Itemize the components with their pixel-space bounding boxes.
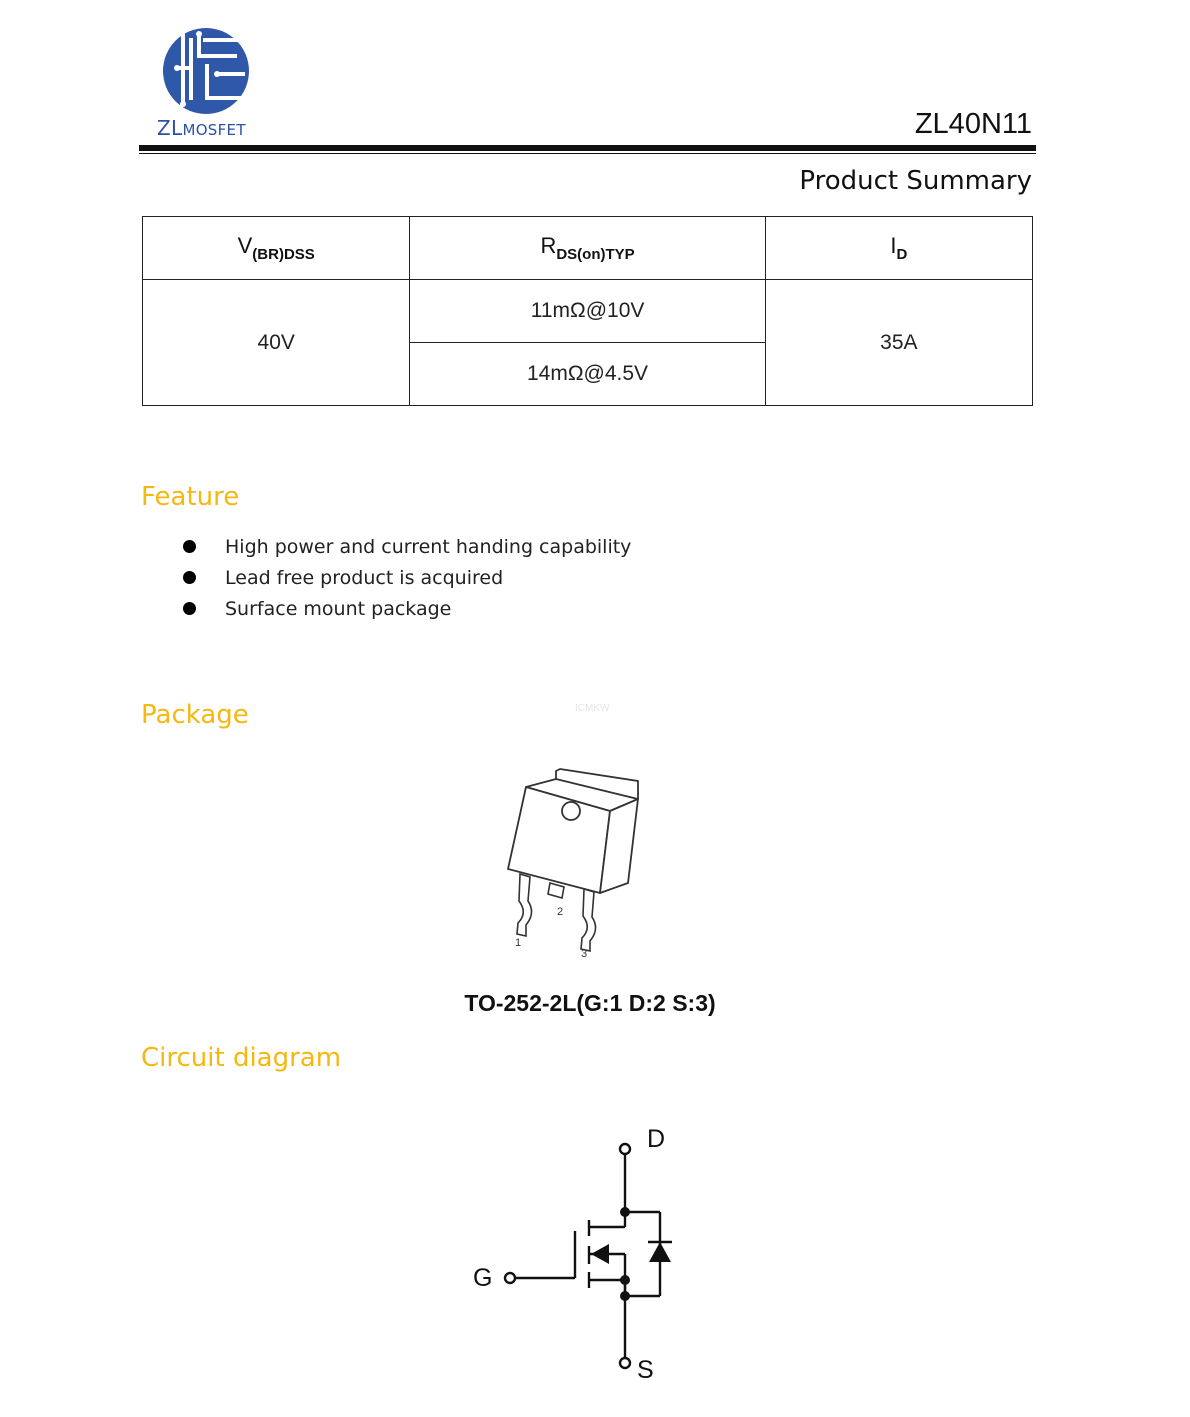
feature-list: [183, 531, 631, 624]
cell-vbrdss: 40V: [143, 280, 410, 406]
cell-id: 35A: [765, 280, 1032, 406]
header-id: $I_D$: [765, 217, 1032, 280]
package-title: Package: [141, 700, 249, 730]
package-caption: TO-252-2L(G:1 D:2 S:3): [464, 990, 716, 1016]
list-item: Lead free product is acquired: [183, 562, 631, 593]
header-rule-thick: [139, 145, 1036, 151]
pin-label-3: 3: [581, 948, 588, 960]
gate-label: G: [473, 1264, 493, 1292]
circuit-title: Circuit diagram: [141, 1043, 342, 1073]
cell-rdson-4v5: 14mΩ@4.5V: [410, 343, 765, 406]
list-item: High power and current handing capability: [183, 531, 631, 562]
header-rule-thin: [139, 153, 1036, 154]
mosfet-circuit-diagram: [465, 1120, 705, 1390]
source-label: S: [637, 1356, 654, 1384]
product-summary-table: [142, 216, 1033, 406]
logo-text-small: MOSFET: [182, 121, 246, 139]
table-row: [143, 280, 1033, 343]
product-summary-heading: Product Summary: [799, 166, 1032, 196]
table-header-row: [143, 217, 1033, 280]
pin-label-1: 1: [515, 937, 522, 949]
logo-text-big: ZL: [157, 116, 183, 140]
bullet-icon: [183, 571, 196, 584]
bullet-icon: [183, 602, 196, 615]
drain-label: D: [647, 1125, 666, 1153]
bullet-icon: [183, 540, 196, 553]
part-number: ZL40N11: [914, 108, 1032, 140]
header-vbrdss: $V_{(BR)DSS}$: [143, 217, 410, 280]
header-rdson: $R_{DS(on)TYP}$: [410, 217, 765, 280]
cell-rdson-10v: 11mΩ@10V: [410, 280, 765, 343]
feature-title: Feature: [141, 482, 240, 512]
list-item: Surface mount package: [183, 593, 631, 624]
pin-label-2: 2: [557, 906, 564, 918]
to252-package-drawing: [490, 765, 660, 965]
watermark: ICMKW: [575, 703, 610, 714]
logo-wordmark: [157, 116, 246, 140]
